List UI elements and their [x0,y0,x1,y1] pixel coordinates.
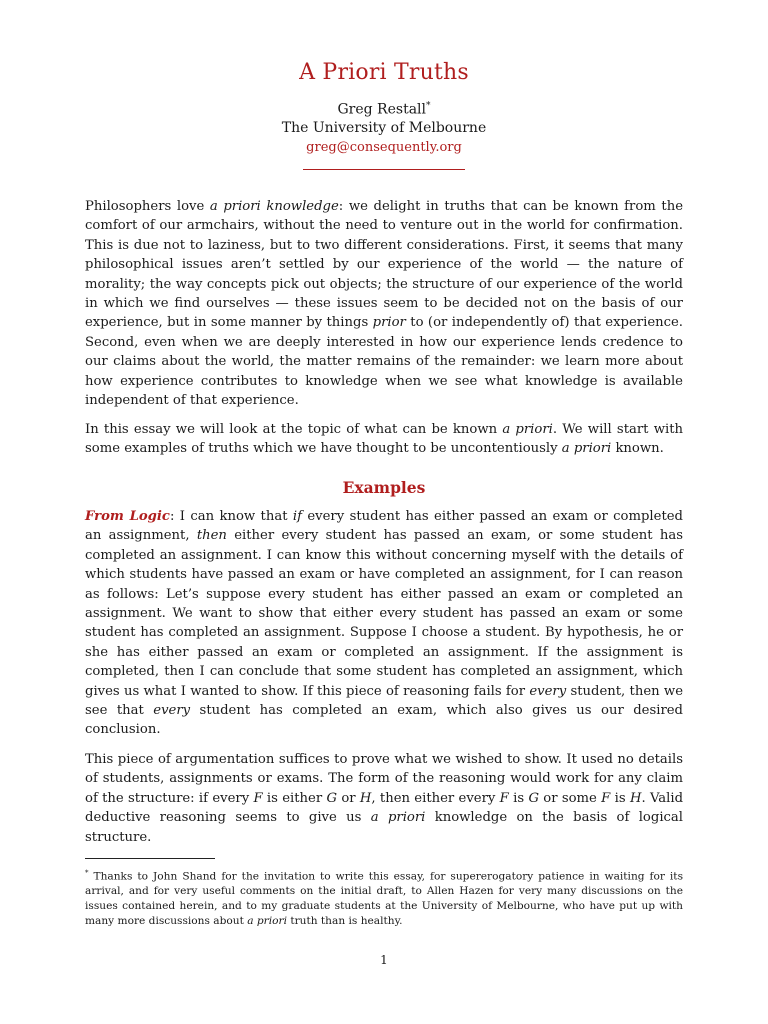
text-run: . Valid deductive reasoning seems to give us [85,790,684,826]
text-run: Philosophers love [85,199,210,214]
text-run: : I can know that [169,509,293,524]
emphasis: G [528,790,539,806]
text-run: or some [538,790,602,806]
footnote-divider [85,858,215,859]
emphasis: F [499,790,509,806]
emphasis: H [629,790,642,806]
text-run: In this essay we will look at the topic of what can be known [85,422,503,437]
author-name: Greg Restall [337,101,426,118]
paper-title: A Priori Truths [299,60,469,85]
emphasis: a priori [247,914,287,927]
text-run: : we delight in truths that can be known from the comfort of our armchairs, without the need to venture out in the world for confirmation. This is due not to laziness, but to two different considerations. First, it seems that many philosophical issues aren’t settled by our experience of the world — the nature of morality; the way concepts pick out objects; the structure of our experience of the world in which we find ourselves — these issues seem to be decided not on the basis of our experience, but in some manner by things [85,199,683,331]
emphasis: G [326,790,338,806]
text-run: or [337,790,360,806]
text-run: . We will start with some examples of truths which we have thought to be uncontentiously [85,422,683,457]
text-run: knowledge on the basis of logical structure. [85,810,683,845]
emphasis: a priori [502,422,553,437]
author-footnote-mark[interactable]: * [426,101,431,111]
section-heading-examples: Examples [342,478,426,497]
text-run: , then either every [371,790,500,806]
header-divider [303,169,465,170]
emphasis: if [292,509,302,524]
text-run: to (or independently of) that experience. Second, even when we are deeply interested in how our experience lends credence to our claims about the world, the matter remains of the remainder: we learn more about how experience contributes to knowledge when we see what knowledge is available independent of that experience. [85,315,683,409]
text-run: is either [262,790,327,806]
emphasis: a priori [561,441,612,457]
examples-paragraph-logic [85,507,683,740]
text-run: student has completed an exam, which also gives us our desired conclusion. [85,703,683,738]
page-number: 1 [380,953,388,967]
footnote-mark: * [85,869,89,877]
emphasis: H [359,790,372,806]
text-run: student, then we see that [85,683,683,719]
footnote [85,866,683,929]
text-run: is [610,790,630,806]
text-run: truth than is healthy. [286,914,403,927]
text-run: either every student has passed an exam, or some student has completed an assignment. I can know this without concerning myself with the details of which students have passed an exam or have completed an assignment, for I can reason as follows: Let’s suppose every student has either passed an exam or completed an assignment. We want to show that either every student has passed an exam or some student has completed an assignment. Suppose I choose a student. By hypothesis, he or she has either passed an exam or completed an assignment. If the assignment is completed, then I can conclude that some student has completed an assignment, which gives us what I wanted to show. If this piece of reasoning fails for [85,528,683,699]
text-run: known. [611,441,664,457]
text-run: This piece of argumentation suffices to prove what we wished to show. It used no details of students, assignments or exams. The form of the reasoning would work for any claim of the structure: if every [85,752,683,806]
emphasis: then [196,528,227,544]
author-email-link[interactable]: greg@consequently.org [306,140,462,155]
emphasis: every [529,683,567,699]
text-run: Thanks to John Shand for the invitation to write this essay, for supererogatory patience in waiting for its arrival, and for very useful comments on the initial draft, to Allen Hazen for very many discussions on the issues contained herein, and to my graduate students at the University of Melbourne, who have put up with many more discussions about [85,870,684,927]
emphasis: every [153,703,191,719]
paragraph-lead-in: From Logic [85,509,170,524]
emphasis: a priori [370,810,426,826]
text-run: every student has either passed an exam or completed an assignment, [85,509,683,544]
emphasis: prior [372,315,406,331]
text-run: is [508,790,529,806]
emphasis: F [601,790,611,806]
examples-paragraph-argument [85,750,683,847]
affiliation: The University of Melbourne [281,120,487,136]
emphasis: a priori knowledge [209,199,339,214]
intro-paragraph-1 [85,197,683,410]
emphasis: F [253,790,263,806]
intro-paragraph-2 [85,420,683,459]
author-line [0,101,768,118]
